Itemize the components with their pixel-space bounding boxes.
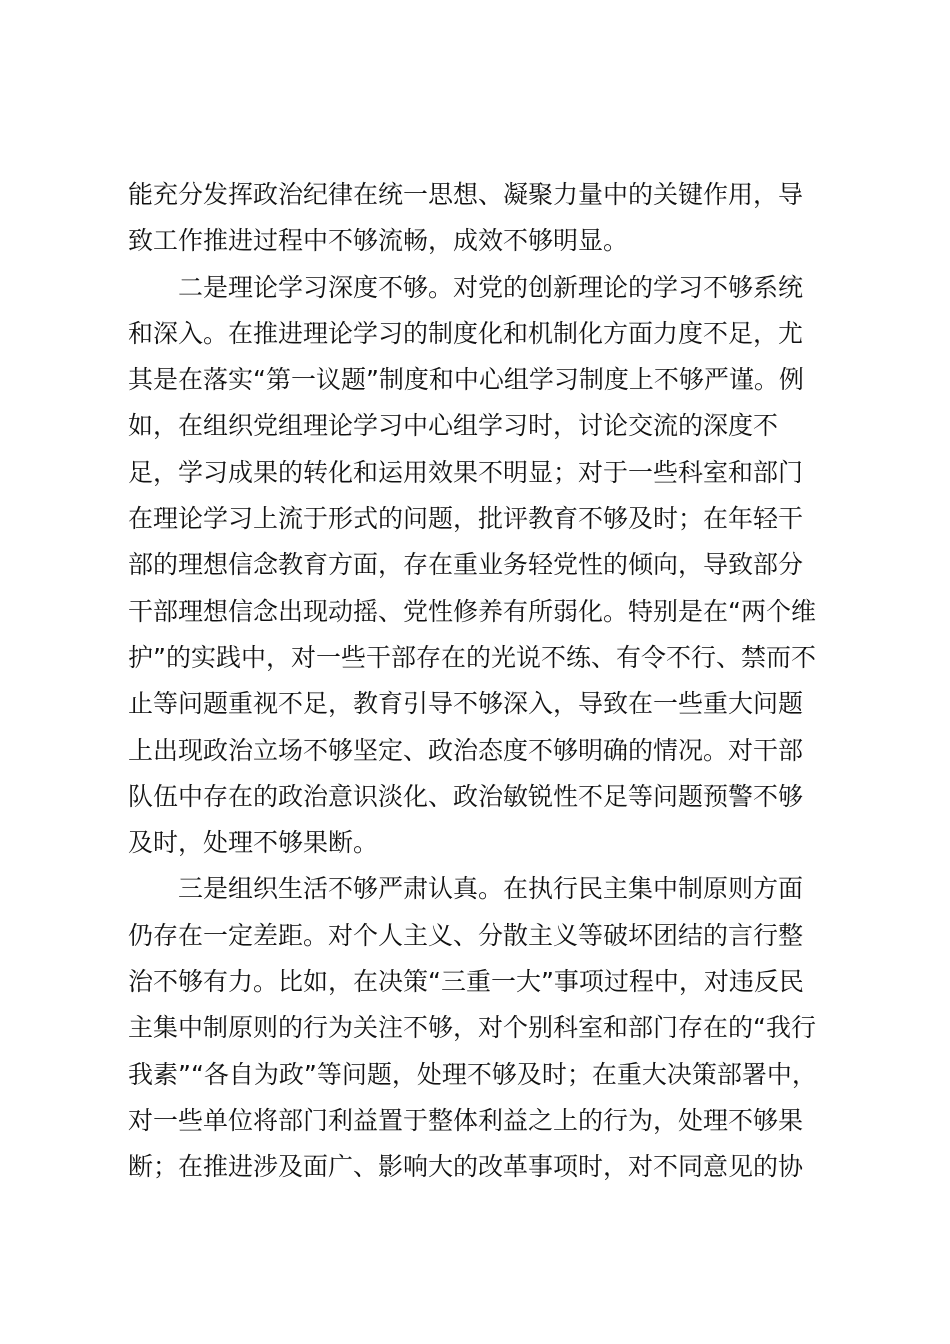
text-line: 我素”“各自为政”等问题，处理不够及时；在重大决策部署中，	[128, 1059, 817, 1089]
text-line: 足，学习成果的转化和运用效果不明显；对于一些科室和部门	[128, 457, 804, 487]
text-line: 主集中制原则的行为关注不够，对个别科室和部门存在的“我行	[128, 1013, 816, 1043]
text-line: 护”的实践中，对一些干部存在的光说不练、有令不行、禁而不	[128, 642, 816, 672]
text-line: 和深入。在推进理论学习的制度化和机制化方面力度不足，尤	[128, 318, 804, 348]
document-body	[128, 172, 828, 1191]
text-line: 干部理想信念出现动摇、党性修养有所弱化。特别是在“两个维	[128, 596, 816, 626]
text-line: 部的理想信念教育方面，存在重业务轻党性的倾向，导致部分	[128, 550, 804, 580]
text-line: 止等问题重视不足，教育引导不够深入，导致在一些重大问题	[128, 689, 804, 719]
text-line: 治不够有力。比如，在决策“三重一大”事项过程中，对违反民	[128, 967, 804, 997]
text-line: 及时，处理不够果断。	[128, 828, 379, 858]
text-line: 上出现政治立场不够坚定、政治态度不够明确的情况。对干部	[128, 735, 804, 765]
text-line: 对一些单位将部门利益置于整体利益之上的行为，处理不够果	[128, 1105, 804, 1135]
text-line: 仍存在一定差距。对个人主义、分散主义等破坏团结的言行整	[128, 920, 804, 950]
text-line: 队伍中存在的政治意识淡化、政治敏锐性不足等问题预警不够	[128, 781, 804, 811]
text-line: 断；在推进涉及面广、影响大的改革事项时，对不同意见的协	[128, 1152, 804, 1182]
paragraph-start-line: 三是组织生活不够严肃认真。在执行民主集中制原则方面	[178, 874, 804, 904]
text-line: 能充分发挥政治纪律在统一思想、凝聚力量中的关键作用，导	[128, 180, 804, 209]
text-line: 其是在落实“第一议题”制度和中心组学习制度上不够严谨。例	[128, 365, 804, 395]
text-line: 在理论学习上流于形式的问题，批评教育不够及时；在年轻干	[128, 504, 804, 534]
text-line: 如，在组织党组理论学习中心组学习时，讨论交流的深度不	[128, 411, 779, 441]
text-line: 致工作推进过程中不够流畅，成效不够明显。	[128, 226, 629, 256]
paragraph-start-line: 二是理论学习深度不够。对党的创新理论的学习不够系统	[178, 272, 804, 302]
